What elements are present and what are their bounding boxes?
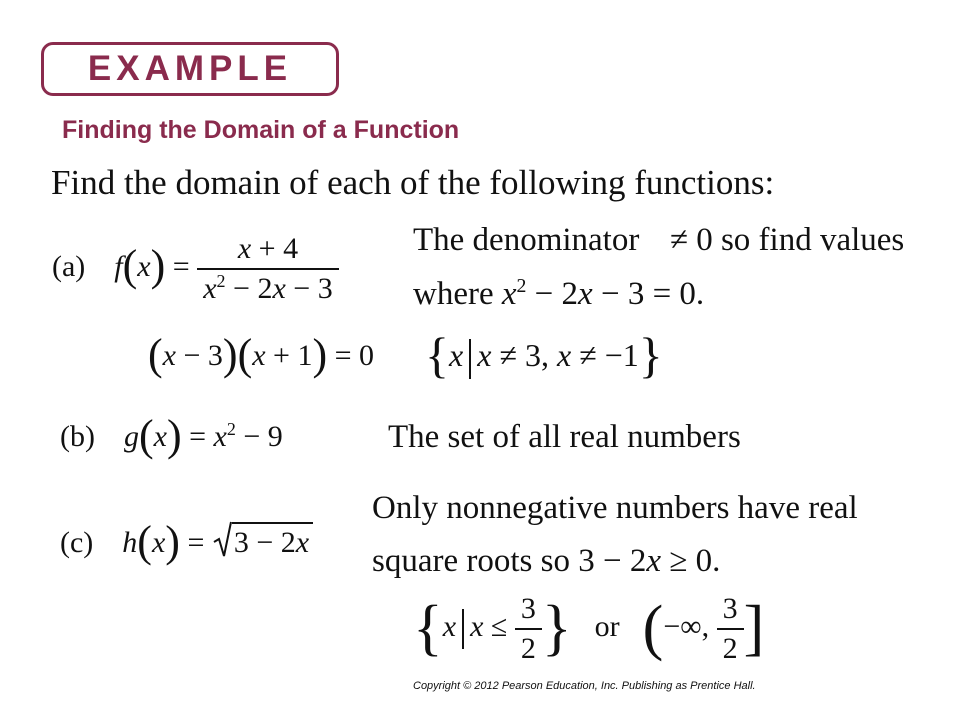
part-c-explanation-1: Only nonnegative numbers have real xyxy=(372,490,858,526)
radical-sign-icon xyxy=(212,520,232,560)
example-badge xyxy=(41,42,339,96)
part-c-answer-fraction: $\frac{3}{2}$ xyxy=(515,592,542,666)
part-a-denominator: $x^2 - 2x - 3$ xyxy=(197,268,339,306)
part-c-interval-fraction: $\frac{3}{2}$ xyxy=(717,592,744,666)
part-a-answer: {x x ≠ 3, x ≠ −1} xyxy=(425,327,663,383)
copyright-notice: Copyright © 2012 Pearson Education, Inc. Publishing as Prentice Hall. xyxy=(413,680,756,692)
intro-text: Find the domain of each of the following functions: xyxy=(51,163,775,202)
part-b-explanation: The set of all real numbers xyxy=(388,419,741,455)
part-c-explanation-2: square roots so 3 − 2x ≥ 0. xyxy=(372,543,721,579)
part-a-factored: (x − 3)(x + 1) = 0 xyxy=(148,330,375,379)
part-a-variable: x xyxy=(137,249,151,283)
part-a-explanation-2: where $x^2 - 2x - 3 = 0$. xyxy=(413,275,705,312)
part-a-explanation-1: The denominator ≠ 0 so find values xyxy=(413,222,905,258)
part-c-definition: (c) h(x) = 3 − 2x xyxy=(60,520,313,564)
part-a-function-name: f xyxy=(114,249,123,283)
part-b-variable: x xyxy=(153,420,167,453)
part-c-variable: x xyxy=(151,526,166,559)
part-c-answer-or: or xyxy=(594,609,620,643)
part-c-radical: 3 − 2x xyxy=(212,520,313,560)
part-c-label: (c) xyxy=(60,526,94,559)
example-badge-label: EXAMPLE xyxy=(87,49,293,88)
part-a-label: (a) xyxy=(52,249,86,283)
part-a-numerator: x + 4 xyxy=(237,232,299,265)
part-b-function-name: g xyxy=(123,420,139,453)
part-b-definition: (b) $g(x) = x^2 - 9$ xyxy=(60,411,283,460)
part-c-answer: {x x ≤ $\frac{3}{2}$ } or (−∞, $\frac{3}{2}$ ] xyxy=(413,592,765,665)
part-b-label: (b) xyxy=(60,420,95,453)
section-subtitle: Finding the Domain of a Function xyxy=(62,116,460,144)
part-c-function-name: h xyxy=(122,526,138,559)
part-a-definition: (a) f(x) = $\frac{x + 4}{x^2 - 2x - 3}$ xyxy=(52,232,339,306)
part-a-fraction xyxy=(197,232,339,306)
